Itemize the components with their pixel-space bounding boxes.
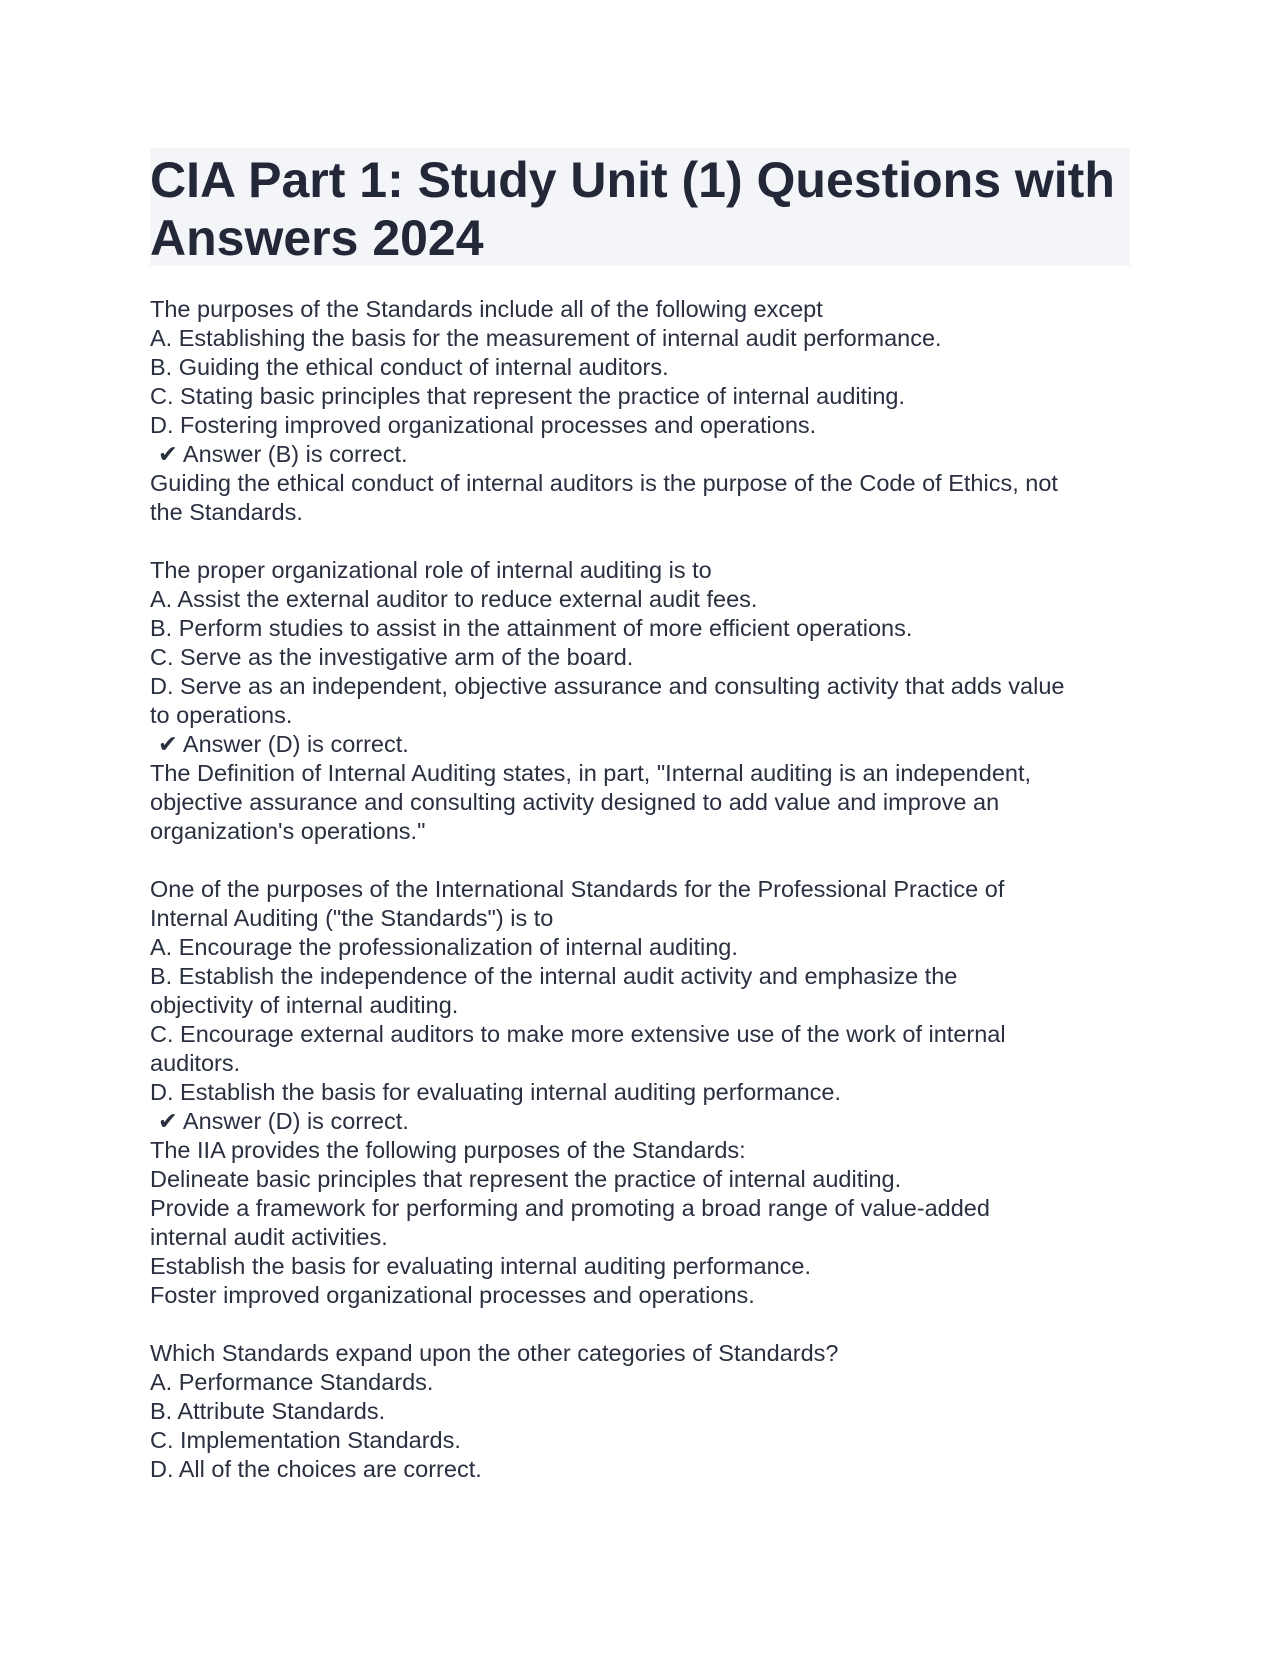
explanation-text: the Standards. (150, 499, 303, 525)
question-block (150, 875, 1130, 1310)
explanation-text: The IIA provides the following purposes of the Standards: (150, 1137, 746, 1163)
question-stem: One of the purposes of the International Standards for the Professional Practice of (150, 876, 1005, 902)
title-line: CIA Part 1: Study Unit (1) Questions with (150, 152, 1115, 208)
answer-option: D. Establish the basis for evaluating internal auditing performance. (150, 1079, 842, 1105)
answer-option: A. Encourage the professionalization of internal auditing. (150, 934, 738, 960)
answer-option: C. Stating basic principles that represent the practice of internal auditing. (150, 383, 906, 409)
explanation-text: Foster improved organizational processes and operations. (150, 1282, 755, 1308)
answer-option: B. Guiding the ethical conduct of internal auditors. (150, 354, 669, 380)
question-stem: Internal Auditing ("the Standards") is to (150, 905, 554, 931)
question-stem: The purposes of the Standards include all of the following except (150, 296, 823, 322)
spacer (150, 527, 1130, 556)
explanation-text: Guiding the ethical conduct of internal auditors is the purpose of the Code of Ethics, not (150, 470, 1058, 496)
explanation-text: The Definition of Internal Auditing states, in part, "Internal auditing is an independent, (150, 760, 1032, 786)
answer-option: D. Fostering improved organizational processes and operations. (150, 412, 817, 438)
document-page (150, 148, 1130, 1484)
answer-option: B. Establish the independence of the internal audit activity and emphasize the (150, 963, 958, 989)
answer-option: A. Establishing the basis for the measurement of internal audit performance. (150, 325, 942, 351)
answer-option: auditors. (150, 1050, 241, 1076)
answer-option: C. Serve as the investigative arm of the board. (150, 644, 634, 670)
answer-option: A. Performance Standards. (150, 1369, 434, 1395)
answer-option: B. Attribute Standards. (150, 1398, 386, 1424)
answer-option: C. Encourage external auditors to make more extensive use of the work of internal (150, 1021, 1006, 1047)
explanation-text: Establish the basis for evaluating internal auditing performance. (150, 1253, 811, 1279)
question-block (150, 1339, 1130, 1484)
correct-answer: ✔ Answer (B) is correct. (158, 441, 408, 467)
question-block (150, 556, 1130, 846)
explanation-text: Provide a framework for performing and promoting a broad range of value-added (150, 1195, 990, 1221)
answer-option: to operations. (150, 702, 293, 728)
answer-option: D. Serve as an independent, objective assurance and consulting activity that adds value (150, 673, 1065, 699)
answer-option: C. Implementation Standards. (150, 1427, 461, 1453)
page-title (150, 151, 1115, 267)
correct-answer: ✔ Answer (D) is correct. (158, 731, 409, 757)
question-block (150, 295, 1130, 527)
correct-answer: ✔ Answer (D) is correct. (158, 1108, 409, 1134)
question-stem: The proper organizational role of internal auditing is to (150, 557, 712, 583)
answer-option: objectivity of internal auditing. (150, 992, 459, 1018)
answer-option: D. All of the choices are correct. (150, 1456, 482, 1482)
title-line: Answers 2024 (150, 210, 484, 266)
explanation-text: objective assurance and consulting activity designed to add value and improve an (150, 789, 1000, 815)
answer-option: A. Assist the external auditor to reduce external audit fees. (150, 586, 758, 612)
question-list (150, 295, 1130, 1484)
title-block (150, 148, 1130, 266)
question-stem: Which Standards expand upon the other categories of Standards? (150, 1340, 839, 1366)
spacer (150, 1310, 1130, 1339)
answer-option: B. Perform studies to assist in the attainment of more efficient operations. (150, 615, 913, 641)
explanation-text: Delineate basic principles that represent the practice of internal auditing. (150, 1166, 902, 1192)
explanation-text: internal audit activities. (150, 1224, 388, 1250)
explanation-text: organization's operations." (150, 818, 426, 844)
spacer (150, 846, 1130, 875)
